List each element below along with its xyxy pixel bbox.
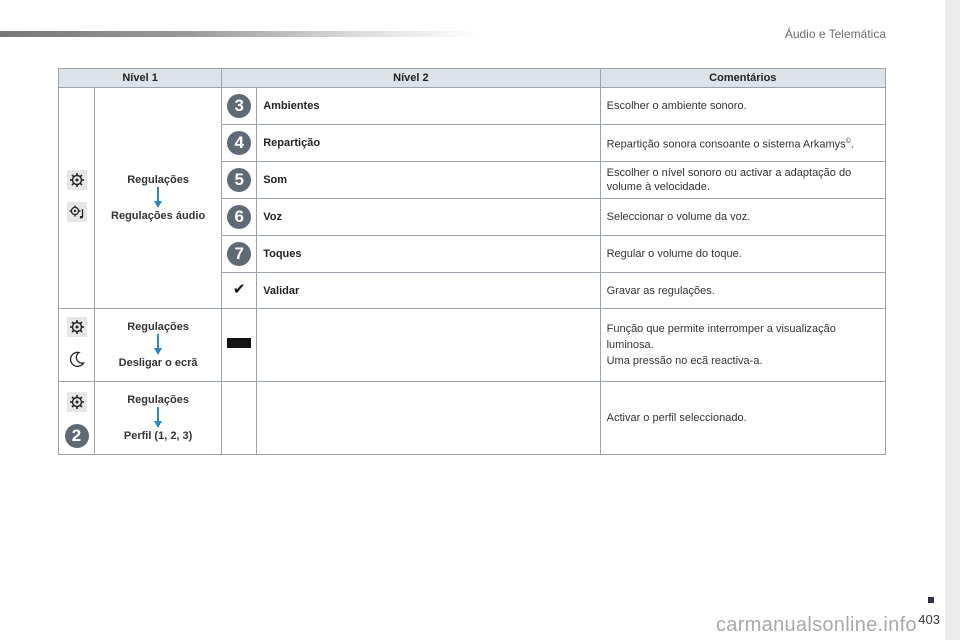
- comment-text: Escolher o ambiente sonoro.: [600, 88, 885, 125]
- section-title: Áudio e Telemática: [784, 27, 886, 41]
- table-header-row: [59, 69, 886, 88]
- comment-text: Seleccionar o volume da voz.: [600, 199, 885, 236]
- comment-text: Repartição sonora consoante o sistema Arkamys©.: [600, 125, 885, 162]
- level2-label: Ambientes: [257, 88, 600, 125]
- black-screen-icon: [227, 338, 251, 348]
- moon-icon: [67, 349, 87, 369]
- header-level2: Nível 2: [222, 69, 600, 88]
- arrow-down-icon: [153, 407, 163, 429]
- watermark: carmanualsonline.info: [716, 614, 917, 636]
- level2-empty: [257, 382, 600, 455]
- table-row: [59, 88, 886, 125]
- header-level1: Nível 1: [59, 69, 222, 88]
- empty-cell: [222, 382, 257, 455]
- comment-text: Escolher o nível sonoro ou activar a adaptação do volume à velocidade.: [600, 162, 885, 199]
- arrow-down-icon: [153, 187, 163, 209]
- number-3-badge: 3: [227, 94, 251, 118]
- header-gradient-bar: [0, 31, 480, 37]
- comment-text: Função que permite interromper a visualização luminosa. Uma pressão no ecã reactiva-a.: [600, 309, 885, 382]
- table-row: [59, 382, 886, 455]
- level2-label: Repartição: [257, 125, 600, 162]
- level2-label: Som: [257, 162, 600, 199]
- level1-bottom-label: Desligar o ecrã: [118, 357, 198, 369]
- gear-icon: [67, 317, 87, 337]
- number-6-badge: 6: [227, 205, 251, 229]
- gear-icon: [67, 392, 87, 412]
- comment-text: Regular o volume do toque.: [600, 236, 885, 273]
- arrow-down-icon: [153, 334, 163, 356]
- icons-cell: [59, 382, 95, 455]
- page-marker: [928, 597, 934, 603]
- level1-top-label: Regulações: [127, 174, 189, 186]
- table-row: [59, 309, 886, 382]
- comment-text: Gravar as regulações.: [600, 273, 885, 309]
- level1-top-label: Regulações: [127, 321, 189, 333]
- page-number: 403: [918, 612, 940, 627]
- icons-cell: [59, 88, 95, 309]
- level2-label: Voz: [257, 199, 600, 236]
- level2-empty: [257, 309, 600, 382]
- icons-cell: [59, 309, 95, 382]
- comment-text: Activar o perfil seleccionado.: [600, 382, 885, 455]
- level1-bottom-label: Regulações áudio: [111, 210, 206, 222]
- header-comments: Comentários: [600, 69, 885, 88]
- level1-bottom-label: Perfil (1, 2, 3): [123, 430, 193, 442]
- number-4-badge: 4: [227, 131, 251, 155]
- level1-cell: [95, 309, 222, 382]
- level1-cell: [95, 382, 222, 455]
- number-2-badge: 2: [65, 424, 89, 448]
- side-strip: [945, 0, 960, 640]
- settings-table: [58, 68, 886, 455]
- level2-label: Toques: [257, 236, 600, 273]
- level1-cell: [95, 88, 222, 309]
- level2-label: Validar: [257, 273, 600, 309]
- gear-music-icon: [67, 202, 87, 222]
- number-7-badge: 7: [227, 242, 251, 266]
- gear-icon: [67, 170, 87, 190]
- checkmark-icon: ✔: [232, 281, 246, 298]
- number-5-badge: 5: [227, 168, 251, 192]
- level1-top-label: Regulações: [127, 394, 189, 406]
